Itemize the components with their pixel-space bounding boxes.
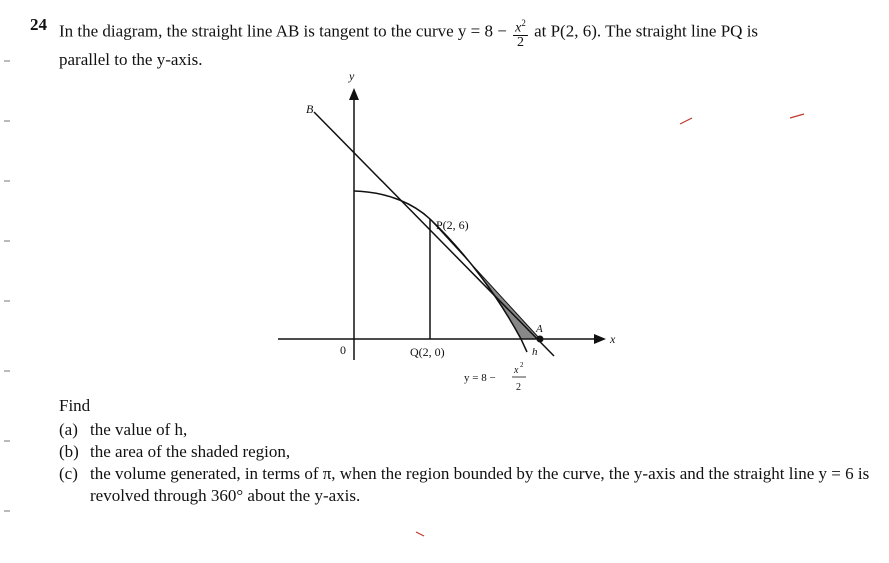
part-b-text: the area of the shaded region,: [90, 442, 291, 461]
find-heading: Find: [59, 396, 91, 415]
x-axis-arrow: [594, 334, 606, 344]
point-a-label: A: [536, 323, 543, 335]
part-a-label: (a): [59, 420, 78, 439]
curve-frac-sup: 2: [520, 361, 524, 369]
stray-mark-1: [680, 118, 692, 124]
part-a-text: the value of h,: [90, 420, 188, 439]
stray-mark-2: [790, 114, 804, 118]
part-b: [59, 441, 879, 463]
stem-frac-num: x: [515, 20, 522, 36]
y-axis-arrow: [349, 88, 359, 100]
part-c-text: the volume generated, in terms of π, when the region bounded by the curve, the y-axis and the straight line y = 6 is revolved through 360° about the y-axis.: [90, 464, 870, 505]
part-c: [59, 463, 879, 507]
stem-line-2: parallel to the y-axis.: [59, 49, 203, 69]
point-h-label: h: [532, 346, 538, 358]
tangent-line-ab: [314, 112, 554, 356]
point-q-label: Q(2, 0): [410, 345, 445, 359]
stem-text-2: at P(2, 6). The straight line PQ is: [534, 21, 759, 41]
point-a-dot: [537, 336, 544, 343]
x-axis-label: x: [610, 332, 616, 346]
stray-mark-3: [416, 532, 424, 536]
shaded-region: [430, 219, 540, 339]
y-axis-label: y: [349, 69, 355, 83]
stem-frac-sup: 2: [521, 18, 526, 28]
curve-frac-den: 2: [516, 382, 521, 393]
stem-frac-den: 2: [516, 34, 524, 50]
point-b-label: B: [306, 102, 314, 116]
point-p-label: P(2, 6): [436, 218, 469, 232]
curve-equation-label: y = 8 −: [464, 372, 496, 384]
origin-label: 0: [340, 343, 346, 357]
part-b-label: (b): [59, 442, 79, 461]
curve: [354, 191, 527, 352]
part-a: [59, 419, 879, 441]
find-parts: [59, 419, 879, 507]
question-number: 24: [30, 15, 47, 34]
stem-text-1: In the diagram, the straight line AB is tangent to the curve y = 8 −: [59, 21, 507, 41]
curve-frac-num: x: [514, 365, 519, 376]
part-c-label: (c): [59, 464, 78, 483]
